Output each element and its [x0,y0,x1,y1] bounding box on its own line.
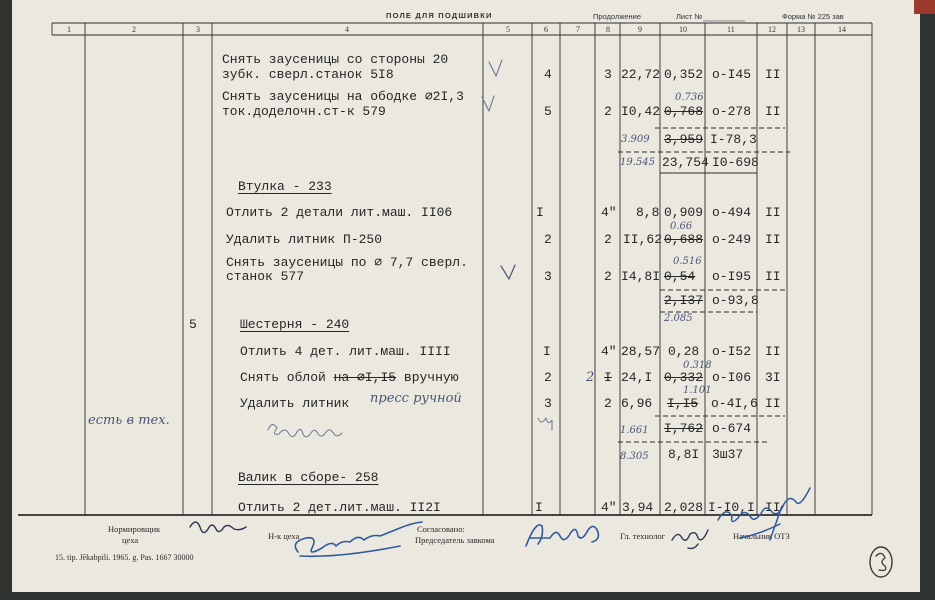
print-info: 15. tip. Jēkabpili. 1965. g. Pas. 1667 30000 [55,553,194,562]
cell-col8: 3 [604,67,612,82]
handwritten-correction: 8.305 [620,451,649,462]
cell-col10-struck: I,762 [664,421,704,436]
sheet-number-label: Лист № [676,12,703,21]
cell-col11: о-I45 [712,67,752,82]
form-number-label: Форма № 225 зав [782,12,844,21]
column-number: 13 [797,25,805,34]
cell-col11: о-249 [712,232,752,247]
cell-col8: 2 [604,269,612,284]
cell-col11: о-I95 [712,269,752,284]
handwritten-correction: 0.736 [675,92,704,103]
cell-col8: 4" [601,344,617,359]
operation-text: Отлить 2 детали лит.маш. II06 [226,205,453,220]
operation-text-part: Снять облой [240,370,326,385]
column-number: 8 [606,25,610,34]
cell-col12: II [765,269,781,284]
part-heading: Шестерня - 240 [240,317,350,332]
cell-col11: о-674 [712,421,752,436]
cell-col10: 2,028 [664,500,704,515]
cell-col6: 2 [544,232,552,247]
cell-col12: II [765,344,781,359]
rate-setter-label: Нормировщик [108,524,161,534]
cell-col11: I-I0,I [708,500,755,515]
cell-col6: 2 [544,370,552,385]
cell-col11: о-I06 [712,370,752,385]
cell-col12: 3I [765,370,781,385]
operation-text: Снять заусеницы по ∅ 7,7 сверл. [226,255,468,270]
cell-col8: 2 [604,104,612,119]
cell-col10: 23,754 [662,155,709,170]
cell-col8: 4" [601,205,617,220]
otz-head-label: Начальник ОТЗ [733,531,790,541]
cell-col10: 0,28 [668,344,700,359]
handwritten-correction: 2 [586,370,595,385]
cell-col12: II [765,104,781,119]
handwritten-correction: 2.085 [664,313,693,324]
cell-col11: 3ш37 [712,447,744,462]
cell-col11: о-I52 [712,344,752,359]
cell-col9: 22,72 [621,67,661,82]
operation-text [240,371,459,385]
column-number: 10 [679,25,687,34]
cell-col9: 24,I [621,370,653,385]
column-number: 14 [838,25,846,34]
cell-col10: 0,352 [664,67,704,82]
handwritten-correction: 19.545 [620,157,655,168]
cell-col10-struck: I,I5 [667,396,699,411]
handwritten-correction: 1.661 [620,425,649,436]
cell-col10-struck: 2,I37 [664,293,704,308]
column-number: 2 [132,25,136,34]
operation-text-part: вручную [403,370,459,385]
column-number: 3 [196,25,200,34]
cell-col10-struck: 0,768 [664,104,704,119]
column-number: 4 [345,25,349,34]
cell-col9: 8,8 [636,205,660,220]
part-heading: Втулка - 233 [238,179,332,194]
cell-col10-struck: 3,959 [664,132,704,147]
handwritten-margin-note: есть в тех. [88,413,170,428]
cell-col11: I-78,3 [710,132,757,147]
cell-col9: 6,96 [621,396,653,411]
cell-col10: 0,909 [664,205,704,220]
handwritten-correction: 3.909 [621,134,650,145]
cell-col8: 4" [601,500,617,515]
handwritten-correction: 0.318 [683,360,712,371]
cell-col9: 28,57 [621,344,661,359]
column-number: 9 [638,25,642,34]
cell-col8: 2 [604,396,612,411]
operation-text: Отлить 2 дет.лит.маш. II2I [238,500,441,515]
chief-technologist-label: Гл. технолог [620,531,666,541]
cell-col8: 2 [604,232,612,247]
cell-col10-struck: 0,332 [664,370,704,385]
operation-text: Удалить литник [240,396,350,411]
cell-col6: 4 [544,67,552,82]
cell-col10: 8,8I [668,447,700,462]
cell-col9: I0,42 [621,104,661,119]
handwritten-correction: 0.66 [670,221,693,232]
operation-text: Отлить 4 дет. лит.маш. IIII [240,344,451,359]
cell-col12: II [765,500,781,515]
operation-text: станок 577 [226,269,305,284]
cell-col12: II [765,232,781,247]
shop-head-label: Н-к цеха [268,531,300,541]
cell-col9: I4,8I [621,269,661,284]
operation-text: зубк. сверл.станок 5I8 [222,67,394,82]
operation-text: Снять заусеницы со стороны 20 [222,52,449,67]
agreed-label: Согласовано: [417,524,465,534]
cell-col6: I [543,344,551,359]
cell-col9: II,62 [623,232,663,247]
column-number: 1 [67,25,71,34]
part-heading: Валик в сборе- 258 [238,470,379,485]
handwritten-correction: 1.101 [683,385,712,396]
cell-col11: о-93,8 [712,293,759,308]
cell-col6: I [536,205,544,220]
column-number: 6 [544,25,548,34]
column-number: 12 [768,25,776,34]
cell-col10-struck: 0,54 [664,269,696,284]
cell-col11: о-4I,6 [711,396,758,411]
cell-col3: 5 [189,317,197,332]
cell-col12: II [765,67,781,82]
cell-col11: о-278 [712,104,752,119]
operation-text: Снять заусеницы на ободке ∅2I,3 [222,89,464,104]
union-chair-label: Председатель завкома [415,535,495,545]
rate-setter-label-2: цеха [122,535,139,545]
operation-text: Удалить литник П-250 [226,232,383,247]
handwritten-note: пресс ручной [370,391,462,406]
continuation-label: Продолжение [593,12,642,21]
binding-field-label: ПОЛЕ ДЛЯ ПОДШИВКИ [386,11,493,20]
cell-col11: I0-698 [712,155,759,170]
cell-col6: I [535,500,543,515]
column-number: 5 [506,25,510,34]
cell-col6: 3 [544,269,552,284]
cell-col6: 5 [544,104,552,119]
cell-col12: II [765,396,781,411]
cell-col8-struck: I [604,370,612,385]
cell-col10-struck: 0,688 [664,232,704,247]
handwritten-correction: 0.516 [673,256,702,267]
operation-text-struck: на ∅I,I5 [333,370,397,385]
cell-col6: 3 [544,396,552,411]
cell-col9: 3,94 [622,500,654,515]
column-number: 7 [576,25,580,34]
cell-col12: II [765,205,781,220]
column-number: 11 [727,25,735,34]
operation-text: ток.доделочн.ст-к 579 [222,104,386,119]
cell-col11: о-494 [712,205,752,220]
